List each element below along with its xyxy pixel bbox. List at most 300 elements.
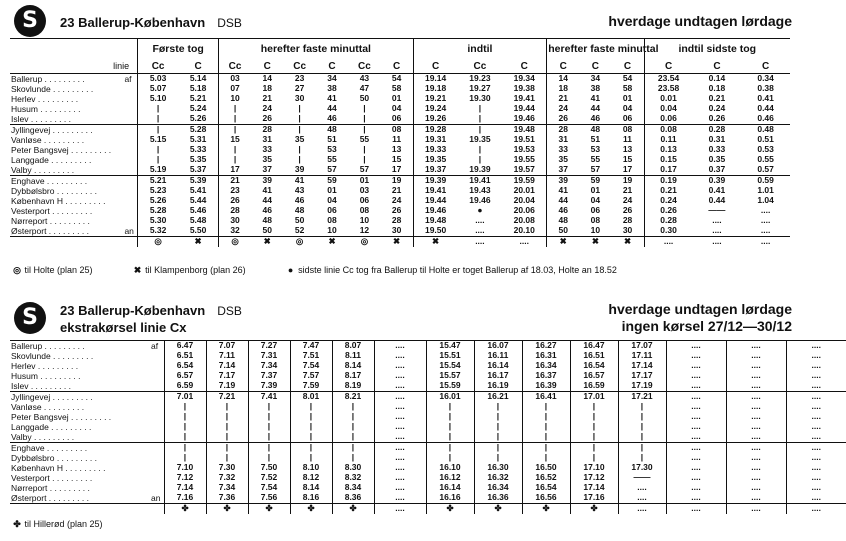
time-cell: 16.39 [522, 381, 570, 392]
station-name: Valby . . . . . . . . . [11, 432, 75, 442]
time-cell: ✤ [522, 504, 570, 514]
time-cell: 34 [590, 73, 601, 84]
time-cell: 58 [391, 83, 402, 94]
time-cell: 24 [262, 103, 272, 114]
time-cell: | [363, 154, 366, 165]
time-cell: .... [786, 361, 846, 371]
time-cell: | [570, 432, 618, 443]
arr-dep-marker [150, 432, 164, 443]
station-name: Østerport . . . . . . . . . [11, 493, 89, 503]
time-cell: | [298, 154, 301, 165]
time-cell: | [138, 155, 179, 165]
time-cell: | [570, 402, 618, 412]
time-cell: 0.15 [644, 155, 693, 165]
time-cell: .... [618, 483, 666, 493]
time-cell: 15.51 [426, 351, 474, 361]
time-cell: .... [666, 422, 726, 432]
timetable-2 [10, 340, 846, 514]
time-cell: | [332, 402, 374, 412]
timetable-row [10, 422, 846, 432]
time-cell: 0.53 [757, 144, 774, 155]
time-cell: .... [666, 504, 726, 514]
time-cell: 46 [294, 195, 305, 206]
time-cell: | [522, 453, 570, 463]
time-cell: 19.18 [413, 84, 458, 94]
time-cell: —— [708, 205, 726, 216]
time-cell: 08 [327, 215, 337, 226]
time-cell: 0.55 [757, 154, 774, 165]
time-cell: | [332, 443, 374, 454]
time-cell: 19.44 [413, 196, 458, 206]
time-cell: 5.48 [189, 215, 207, 226]
station-name: Skovlunde . . . . . . . . . [11, 351, 94, 361]
time-cell: 16.51 [570, 351, 618, 361]
time-cell: 46 [547, 206, 579, 216]
time-cell: ✖ [413, 237, 458, 247]
time-cell: 5.39 [189, 175, 207, 186]
legend-item [133, 265, 266, 275]
time-cell: 19 [391, 175, 402, 186]
legend-item [286, 265, 637, 275]
time-cell: 57 [359, 164, 370, 175]
time-cell: .... [374, 371, 426, 381]
time-cell: | [164, 453, 206, 463]
time-cell: 35 [294, 134, 305, 145]
time-cell: 17.01 [570, 392, 618, 403]
time-cell: | [206, 443, 248, 454]
time-cell: 0.57 [757, 164, 774, 175]
time-cell: 20.06 [513, 205, 535, 216]
time-cell: 48 [327, 124, 337, 135]
time-cell: .... [726, 453, 786, 463]
time-cell: | [290, 443, 332, 454]
time-cell: | [298, 113, 301, 124]
time-cell: 20.04 [513, 195, 535, 206]
legend-item [12, 519, 123, 529]
time-cell: | [298, 124, 301, 135]
subtitle: ekstrakørsel linie Cx [60, 320, 187, 335]
time-cell: 16.21 [474, 392, 522, 403]
time-cell: 06 [590, 205, 601, 216]
time-cell: 16.34 [522, 361, 570, 371]
time-cell: 19.41 [513, 93, 535, 104]
time-cell: ● [477, 205, 483, 216]
time-cell: .... [726, 361, 786, 371]
time-cell: | [478, 113, 482, 124]
time-cell: 57 [327, 164, 337, 175]
time-cell: 15 [219, 135, 251, 145]
no-service-dates: ingen kørsel 27/12—30/12 [621, 318, 792, 334]
time-cell: 0.06 [644, 114, 693, 125]
time-cell: ✤ [570, 504, 618, 514]
time-cell: 26 [622, 205, 633, 216]
time-cell: 0.41 [708, 185, 726, 196]
time-cell: | [363, 103, 366, 114]
time-cell: .... [712, 225, 722, 236]
time-cell: 19.23 [469, 73, 491, 84]
time-cell: 7.47 [290, 341, 332, 352]
time-cell: 11 [623, 134, 633, 145]
time-cell: | [618, 432, 666, 443]
time-cell: 16.54 [570, 361, 618, 371]
time-cell: 01 [622, 93, 633, 104]
time-cell: ✤ [290, 504, 332, 514]
time-cell: 16.11 [474, 351, 522, 361]
time-cell: 19.21 [413, 94, 458, 104]
timetable-row [10, 351, 846, 361]
time-cell: .... [666, 493, 726, 504]
station-name [10, 237, 123, 247]
time-cell: 7.19 [206, 381, 248, 392]
time-cell: 5.28 [189, 124, 207, 135]
arr-dep-marker [123, 176, 137, 187]
time-cell: 5.31 [189, 134, 207, 145]
time-cell: —— [618, 473, 666, 483]
time-cell: 19.26 [413, 114, 458, 125]
time-cell: .... [786, 341, 846, 352]
time-cell: .... [726, 412, 786, 422]
time-cell: 16.41 [522, 392, 570, 403]
line-code: C [413, 59, 458, 74]
line-code: Cc [138, 59, 179, 74]
time-cell: 5.28 [138, 206, 179, 216]
time-cell: | [138, 104, 179, 114]
station-name: København H . . . . . . . . . [11, 196, 106, 206]
time-cell: 59 [327, 175, 337, 186]
time-cell: 7.14 [164, 483, 206, 493]
time-cell: .... [374, 473, 426, 483]
arr-dep-marker [123, 114, 137, 125]
time-cell: 19.38 [513, 83, 535, 94]
time-cell: 30 [294, 93, 305, 104]
station-name: Vanløse . . . . . . . . . [11, 135, 85, 145]
timetable-2-header [0, 298, 800, 340]
route-name: 23 Ballerup-København [60, 303, 206, 318]
linie-label: linie [113, 61, 130, 71]
time-cell: .... [786, 432, 846, 443]
time-cell: 15.47 [426, 341, 474, 352]
time-cell: 51 [590, 134, 601, 145]
time-cell: | [618, 453, 666, 463]
line-code: C [328, 60, 336, 72]
time-cell: 24 [547, 104, 579, 114]
arr-dep-marker [150, 483, 164, 493]
time-cell: 23.58 [644, 84, 693, 94]
time-cell: 26 [547, 114, 579, 125]
time-cell: 7.39 [248, 381, 290, 392]
timetable-row [10, 341, 846, 352]
time-cell: .... [666, 473, 726, 483]
timetable-row [10, 381, 846, 392]
time-cell: 0.46 [757, 113, 774, 124]
time-cell: 01 [327, 185, 337, 196]
timetable-row [10, 432, 846, 443]
arr-dep-marker [150, 402, 164, 412]
station-name: Dybbølsbro . . . . . . . . . [11, 453, 97, 463]
time-cell: 5.35 [189, 154, 207, 165]
column-group-header: herefter faste minuttal [547, 39, 644, 60]
time-cell: | [332, 422, 374, 432]
line-code: C [392, 60, 401, 72]
time-cell: .... [666, 392, 726, 403]
time-cell: 7.32 [206, 473, 248, 483]
time-cell: 19.51 [513, 134, 535, 145]
time-cell: 17.21 [618, 392, 666, 403]
time-cell: | [290, 453, 332, 463]
arr-dep-marker [150, 412, 164, 422]
time-cell: 0.38 [757, 83, 774, 94]
time-cell: 10 [359, 215, 370, 226]
time-cell: 7.36 [206, 493, 248, 504]
time-cell: 0.59 [757, 175, 774, 186]
time-cell: 5.32 [138, 226, 179, 237]
line-code: C [623, 60, 632, 72]
time-cell: .... [374, 381, 426, 392]
time-cell: 16.31 [522, 351, 570, 361]
time-cell: 33 [547, 145, 579, 155]
time-cell: .... [726, 351, 786, 361]
time-cell: 7.34 [206, 483, 248, 493]
time-cell: 19.55 [513, 154, 535, 165]
time-cell: 5.21 [138, 176, 179, 187]
timetable-row [10, 402, 846, 412]
time-cell: 01 [391, 93, 402, 104]
time-cell: 18 [262, 83, 272, 94]
time-cell: ◎ [138, 237, 179, 247]
time-cell: ✖ [263, 236, 271, 246]
time-cell: 17.30 [618, 463, 666, 473]
time-cell: 46 [327, 113, 337, 124]
time-cell: 17.17 [618, 371, 666, 381]
time-cell: 5.15 [138, 135, 179, 145]
time-cell: 55 [359, 134, 370, 145]
time-cell: 20.08 [513, 215, 535, 226]
time-cell: 0.19 [644, 176, 693, 187]
time-cell: 39 [294, 164, 305, 175]
time-cell: 06 [327, 205, 337, 216]
time-cell: 8.01 [290, 392, 332, 403]
time-cell: 0.18 [708, 83, 726, 94]
time-cell: .... [726, 463, 786, 473]
station-name: Langgade . . . . . . . . . [11, 422, 92, 432]
time-cell: 18 [547, 84, 579, 94]
arr-dep-marker [150, 443, 164, 454]
route-name: 23 Ballerup-København [60, 15, 206, 30]
time-cell: 16.12 [426, 473, 474, 483]
time-cell: 08 [622, 124, 633, 135]
time-cell: | [478, 103, 482, 114]
time-cell: 6.47 [164, 341, 206, 352]
station-name: Vesterport . . . . . . . . . [11, 206, 93, 216]
time-cell: 5.37 [189, 164, 207, 175]
legend-icon: ◎ [13, 265, 21, 275]
arr-dep-marker [123, 125, 137, 136]
timetable-row [10, 371, 846, 381]
line-code: C [762, 60, 770, 72]
time-cell: 26 [262, 113, 272, 124]
time-cell: 5.44 [189, 195, 207, 206]
header-spacer [10, 39, 138, 60]
time-cell: | [219, 155, 251, 165]
column-group-header: indtil [413, 39, 547, 60]
time-cell: 15 [391, 154, 402, 165]
arr-dep-marker: an [151, 493, 161, 503]
time-cell: | [426, 453, 474, 463]
station-name: Ballerup . . . . . . . . . [11, 341, 85, 351]
time-cell: 19.53 [513, 144, 535, 155]
time-cell: 7.41 [248, 392, 290, 403]
time-cell: .... [666, 371, 726, 381]
time-cell: 17.10 [570, 463, 618, 473]
time-cell: 20.10 [513, 225, 535, 236]
time-cell: 15 [622, 154, 633, 165]
time-cell: 1.04 [757, 195, 774, 206]
timetable-row [10, 453, 846, 463]
symbol-row [10, 237, 790, 247]
arr-dep-marker [123, 155, 137, 165]
time-cell: 0.41 [757, 93, 774, 104]
time-cell: 1.01 [757, 185, 774, 196]
time-cell: 14 [262, 73, 272, 84]
timetable-row [10, 165, 790, 176]
time-cell: 03 [219, 74, 251, 85]
time-cell: .... [726, 432, 786, 443]
line-code: C [591, 60, 599, 72]
time-cell: 17.07 [618, 341, 666, 352]
arr-dep-marker [150, 381, 164, 392]
time-cell: 5.18 [189, 83, 207, 94]
column-group-row [10, 39, 790, 60]
time-cell: .... [374, 463, 426, 473]
time-cell: | [478, 154, 482, 165]
time-cell: 5.26 [138, 196, 179, 206]
time-cell: 13 [622, 144, 633, 155]
time-cell: .... [786, 473, 846, 483]
station-name [10, 504, 150, 514]
time-cell: 0.14 [708, 73, 726, 84]
time-cell: 0.17 [644, 165, 693, 176]
station-name: Jyllingevej . . . . . . . . . [11, 392, 93, 402]
time-cell: 7.56 [248, 493, 290, 504]
time-cell: 0.44 [708, 195, 726, 206]
time-cell: 0.34 [757, 73, 774, 84]
timetable-row [10, 443, 846, 454]
time-cell: .... [666, 341, 726, 352]
time-cell: 5.03 [138, 74, 179, 85]
time-cell: 21 [391, 185, 402, 196]
time-cell: 46 [590, 113, 601, 124]
time-cell: ✤ [248, 504, 290, 514]
time-cell: 54 [391, 73, 402, 84]
time-cell: | [522, 422, 570, 432]
time-cell: 8.21 [332, 392, 374, 403]
time-cell: 16.32 [474, 473, 522, 483]
time-cell: 16.30 [474, 463, 522, 473]
time-cell: 26 [391, 205, 402, 216]
time-cell: 17 [391, 164, 402, 175]
time-cell: 7.01 [164, 392, 206, 403]
time-cell: | [164, 443, 206, 454]
time-cell: 8.32 [332, 473, 374, 483]
time-cell: | [248, 402, 290, 412]
time-cell: | [248, 412, 290, 422]
arr-dep-marker [150, 392, 164, 403]
time-cell: 7.57 [290, 371, 332, 381]
time-cell: 44 [262, 195, 272, 206]
timetable-row [10, 412, 846, 422]
time-cell: 19.33 [413, 145, 458, 155]
time-cell: .... [374, 504, 426, 514]
time-cell: 8.12 [290, 473, 332, 483]
time-cell: 16.17 [474, 371, 522, 381]
time-cell: | [426, 412, 474, 422]
s-train-logo: S [14, 302, 46, 334]
time-cell: 23 [219, 186, 251, 196]
time-cell: | [332, 453, 374, 463]
time-cell: 55 [327, 154, 337, 165]
time-cell: ◎ [219, 237, 251, 247]
time-cell: 16.14 [474, 361, 522, 371]
time-cell: 48 [262, 215, 272, 226]
time-cell: ✖ [393, 236, 401, 246]
time-cell: 0.51 [757, 134, 774, 145]
time-cell: 5.41 [189, 185, 207, 196]
time-cell: | [618, 422, 666, 432]
arrival-marker [150, 504, 164, 514]
timetable-1-header [0, 4, 800, 38]
time-cell: 30 [391, 225, 402, 236]
time-cell: .... [666, 351, 726, 361]
time-cell: 7.59 [290, 381, 332, 392]
time-cell: ✤ [164, 504, 206, 514]
time-cell: | [164, 412, 206, 422]
time-cell: 16.27 [522, 341, 570, 352]
time-cell: 23 [294, 73, 305, 84]
time-cell: 8.34 [332, 483, 374, 493]
time-cell: 10 [590, 225, 601, 236]
time-cell: 7.30 [206, 463, 248, 473]
time-cell: | [522, 443, 570, 454]
time-cell: .... [666, 463, 726, 473]
time-cell: .... [374, 412, 426, 422]
time-cell: 41 [294, 175, 305, 186]
time-cell: 8.36 [332, 493, 374, 504]
time-cell: | [570, 453, 618, 463]
time-cell: .... [666, 361, 726, 371]
time-cell: 41 [590, 93, 601, 104]
time-cell: .... [786, 371, 846, 381]
time-cell: .... [786, 351, 846, 361]
time-cell: 30 [622, 225, 633, 236]
time-cell: | [248, 443, 290, 454]
time-cell: .... [726, 371, 786, 381]
time-cell: .... [374, 341, 426, 352]
legend-text: sidste linie Cc tog fra Ballerup til Holte er toget Ballerup af 18.03, Holte an 18.52 [298, 265, 617, 275]
time-cell: 35 [262, 154, 272, 165]
time-cell: 17 [622, 164, 633, 175]
time-cell: 10 [219, 94, 251, 104]
time-cell: 28 [219, 206, 251, 216]
time-cell: 19.31 [413, 135, 458, 145]
time-cell: 41 [547, 186, 579, 196]
time-cell: 06 [622, 113, 633, 124]
time-cell: .... [519, 236, 529, 246]
time-cell: 8.14 [290, 483, 332, 493]
time-cell: .... [726, 392, 786, 403]
time-cell: 17.14 [618, 361, 666, 371]
time-cell: 19.27 [469, 83, 491, 94]
time-cell: .... [374, 483, 426, 493]
